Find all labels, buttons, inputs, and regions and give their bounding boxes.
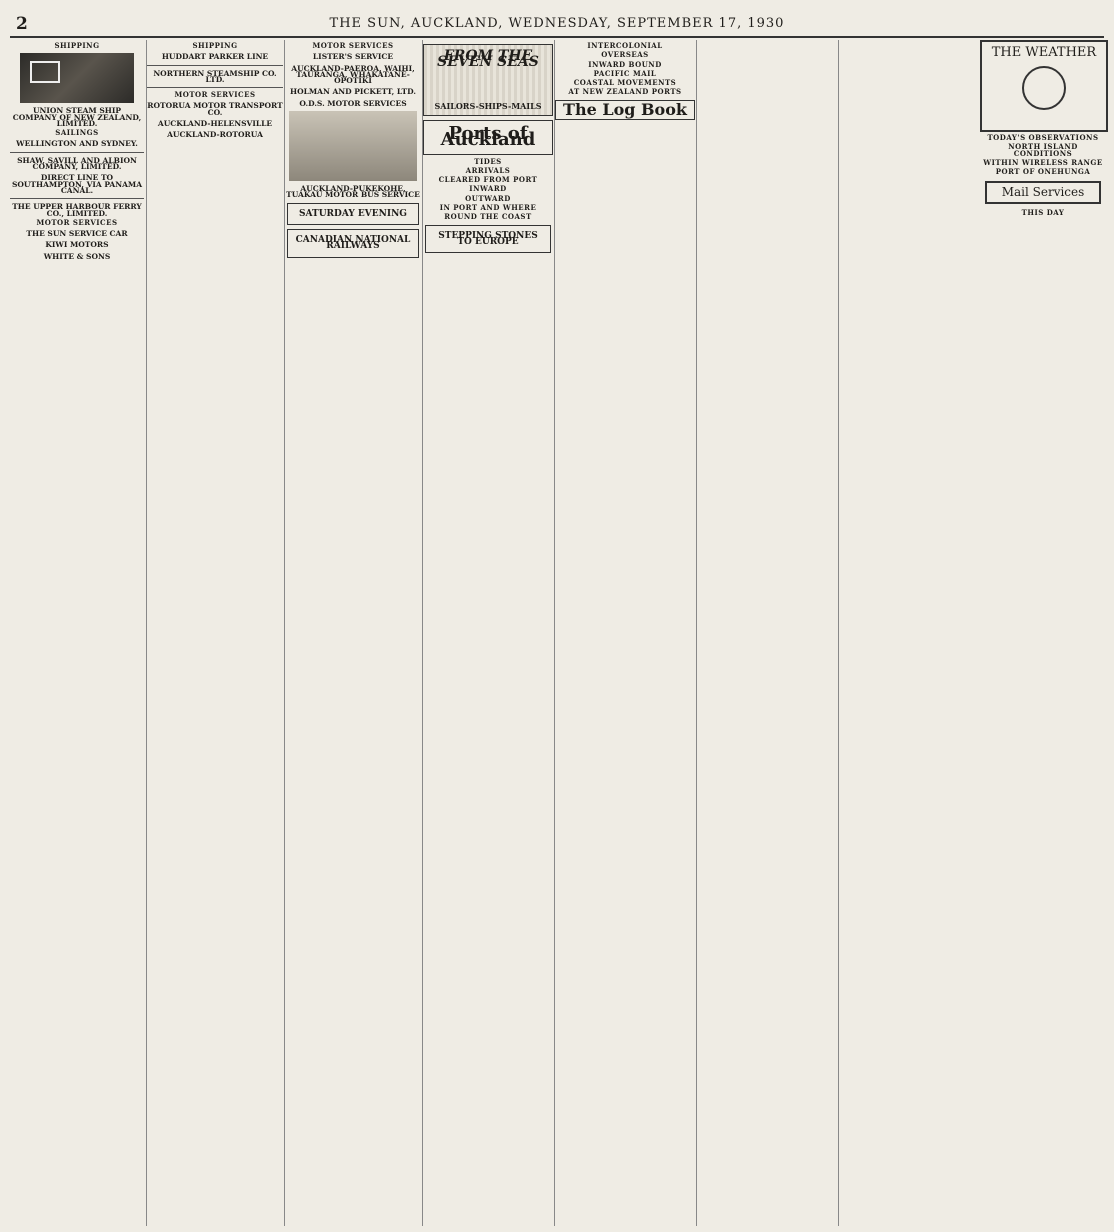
headline: AUCKLAND-PUKEKOHE, TUAKAU MOTOR BUS SERVICE — [286, 184, 420, 200]
section-head: MOTOR SERVICES — [174, 90, 256, 100]
headline: HUDDART PARKER LINE — [161, 52, 269, 62]
headline: ROTORUA MOTOR TRANSPORT CO. — [147, 101, 283, 117]
section-head: SHIPPING — [54, 41, 100, 50]
subhead: INTERCOLONIAL — [587, 41, 663, 50]
headline: HOLMAN AND PICKETT, LTD. — [289, 87, 416, 97]
headline: KIWI MOTORS — [45, 240, 109, 250]
subhead: WITHIN WIRELESS RANGE — [983, 157, 1103, 167]
subhead: WELLINGTON AND SYDNEY. — [16, 139, 138, 149]
headline: NORTHERN STEAMSHIP CO. LTD. — [153, 68, 277, 84]
headline: THE UPPER HARBOUR FERRY CO., LIMITED. — [12, 202, 142, 218]
headline: O.D.S. MOTOR SERVICES — [299, 98, 407, 108]
column-seven-seas — [422, 40, 553, 1226]
headline: AUCKLAND-HELENSVILLE — [157, 119, 273, 129]
column-shipping-2 — [146, 40, 283, 1226]
subhead: DIRECT LINE TO SOUTHAMPTON, VIA PANAMA CANAL. — [11, 173, 143, 195]
subhead: THIS DAY — [1021, 207, 1065, 217]
seven-seas-banner: FROM THE SEVEN SEAS SAILORS-SHIPS-MAILS — [423, 44, 553, 116]
column-shipping-1 — [10, 40, 144, 1226]
subhead: INWARD — [469, 184, 507, 194]
bus-photo — [289, 111, 417, 181]
subhead: PORT OF ONEHUNGA — [995, 167, 1091, 177]
canadian-ad: CANADIAN NATIONAL RAILWAYS — [287, 229, 419, 258]
subhead: IN PORT AND WHERE — [439, 203, 537, 213]
column-overseas — [554, 40, 695, 1226]
headline: AUCKLAND-PAEROA, WAIHI, TAURANGA, WHAKATANE-OPOTIKI — [291, 63, 415, 86]
masthead — [10, 10, 1104, 38]
subhead: COASTAL MOVEMENTS — [573, 78, 677, 88]
column-motor — [284, 40, 421, 1226]
section-head: MOTOR SERVICES — [312, 41, 394, 50]
subhead: ROUND THE COAST — [444, 212, 532, 222]
headline: LISTER'S SERVICE — [312, 52, 394, 62]
paper-title: THE SUN, AUCKLAND, WEDNESDAY, SEPTEMBER 17, 1930 — [329, 16, 785, 31]
subhead: PACIFIC MAIL — [593, 68, 657, 78]
mail-services-title: Mail Services — [985, 181, 1101, 203]
stepping-stones-ad: STEPPING STONES TO EUROPE — [425, 225, 551, 254]
headline: WHITE & SONS — [43, 251, 111, 261]
ports-title: Ports of Auckland — [423, 120, 553, 155]
section-head: SHIPPING — [192, 41, 238, 50]
subhead: NORTH ISLAND CONDITIONS — [1008, 142, 1078, 158]
seal-icon — [1022, 66, 1066, 110]
column-general — [696, 40, 837, 1226]
page-number: 2 — [16, 14, 28, 34]
section-head: MOTOR SERVICES — [36, 217, 118, 227]
company-flag — [20, 53, 134, 103]
subhead: AT NEW ZEALAND PORTS — [568, 87, 682, 97]
column-weather — [838, 40, 1105, 1226]
log-book-title: The Log Book — [555, 100, 695, 120]
subhead: CLEARED FROM PORT — [438, 175, 538, 185]
subhead: TIDES — [474, 156, 502, 166]
headline: UNION STEAM SHIP COMPANY OF NEW ZEALAND, LIMITED. — [12, 106, 142, 128]
weather-box: THE WEATHER — [980, 40, 1108, 132]
subhead: SAILINGS — [55, 128, 99, 138]
headline: THE SUN SERVICE CAR — [26, 229, 128, 239]
subhead: OVERSEAS — [601, 50, 649, 60]
headline: SHAW, SAVILL AND ALBION COMPANY, LIMITED. — [17, 155, 137, 172]
saturday-ad: SATURDAY EVENING — [287, 203, 419, 225]
subhead: INWARD BOUND — [588, 59, 662, 69]
subhead: ARRIVALS — [465, 165, 511, 175]
subhead: TODAY'S OBSERVATIONS — [987, 133, 1099, 142]
subhead: OUTWARD — [465, 193, 511, 203]
headline: AUCKLAND-ROTORUA — [167, 130, 263, 140]
